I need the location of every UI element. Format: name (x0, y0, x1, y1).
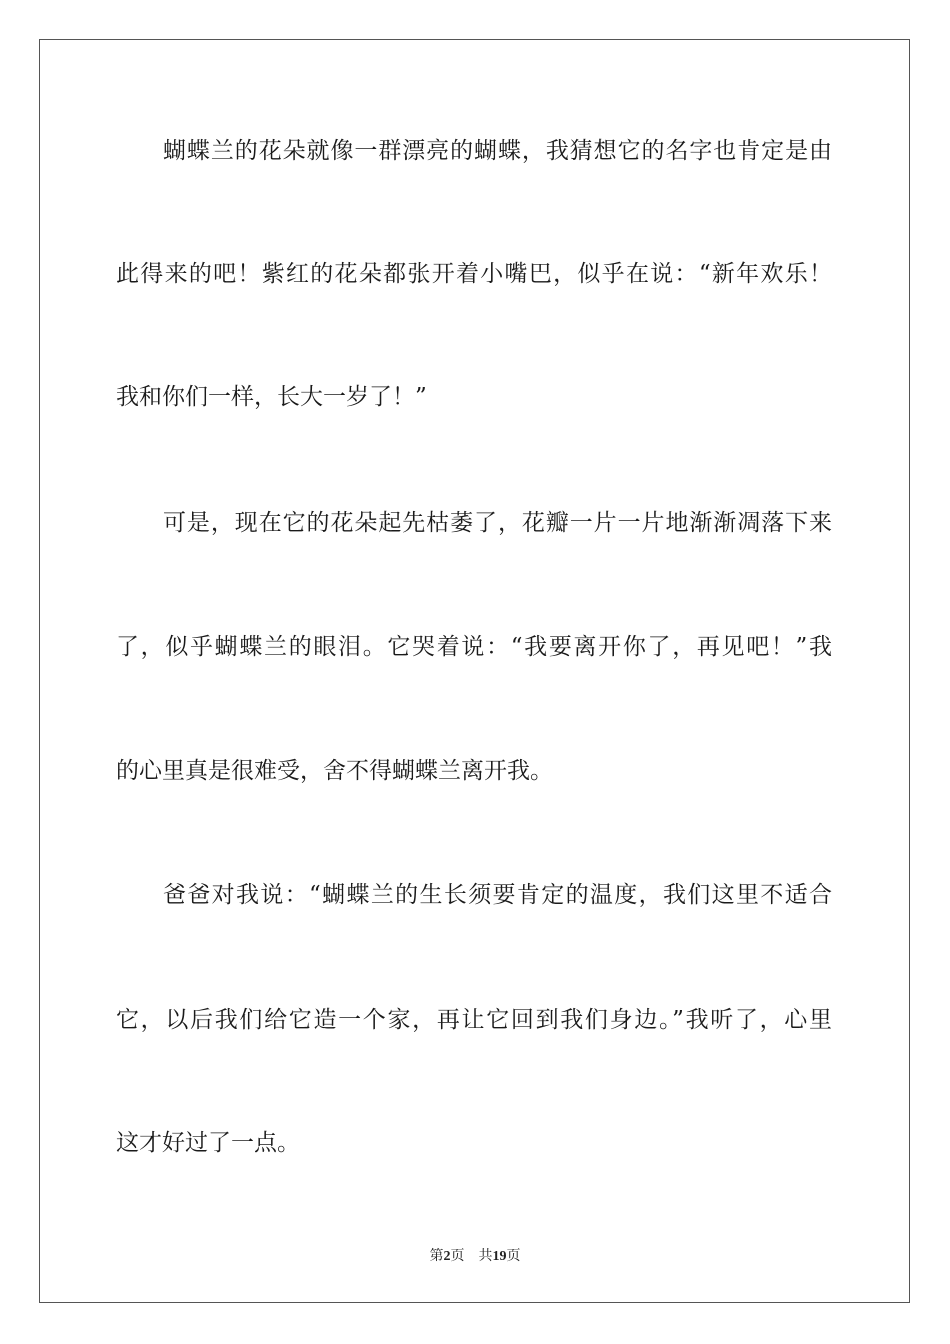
paragraph-2-line-3: 的心里真是很难受，舍不得蝴蝶兰离开我。 (116, 758, 553, 784)
page-number: 2 (443, 1249, 451, 1264)
paragraph-3-line-2: 它，以后我们给它造一个家，再让它回到我们身边。”我听了，心里 (116, 1007, 832, 1033)
paragraph-3-line-1: 爸爸对我说：“蝴蝶兰的生长须要肯定的温度，我们这里不适合 (163, 882, 832, 908)
total-label-prefix: 共 (478, 1249, 493, 1264)
total-pages: 19 (492, 1249, 507, 1264)
page-label-prefix: 第 (429, 1249, 444, 1264)
total-label-suffix: 页 (506, 1249, 521, 1264)
paragraph-2-line-1: 可是，现在它的花朵起先枯萎了，花瓣一片一片地渐渐凋落下来 (163, 510, 832, 536)
paragraph-1-line-3: 我和你们一样，长大一岁了！” (116, 384, 427, 410)
paragraph-3-line-3: 这才好过了一点。 (116, 1130, 300, 1156)
page-border (39, 39, 910, 1303)
page-footer (0, 1245, 950, 1265)
paragraph-1-line-2: 此得来的吧！紫红的花朵都张开着小嘴巴，似乎在说：“新年欢乐！ (116, 261, 832, 287)
paragraph-2-line-2: 了，似乎蝴蝶兰的眼泪。它哭着说：“我要离开你了，再见吧！”我 (116, 634, 832, 660)
page-label-suffix: 页 (450, 1249, 465, 1264)
paragraph-1-line-1: 蝴蝶兰的花朵就像一群漂亮的蝴蝶，我猜想它的名字也肯定是由 (163, 138, 832, 164)
